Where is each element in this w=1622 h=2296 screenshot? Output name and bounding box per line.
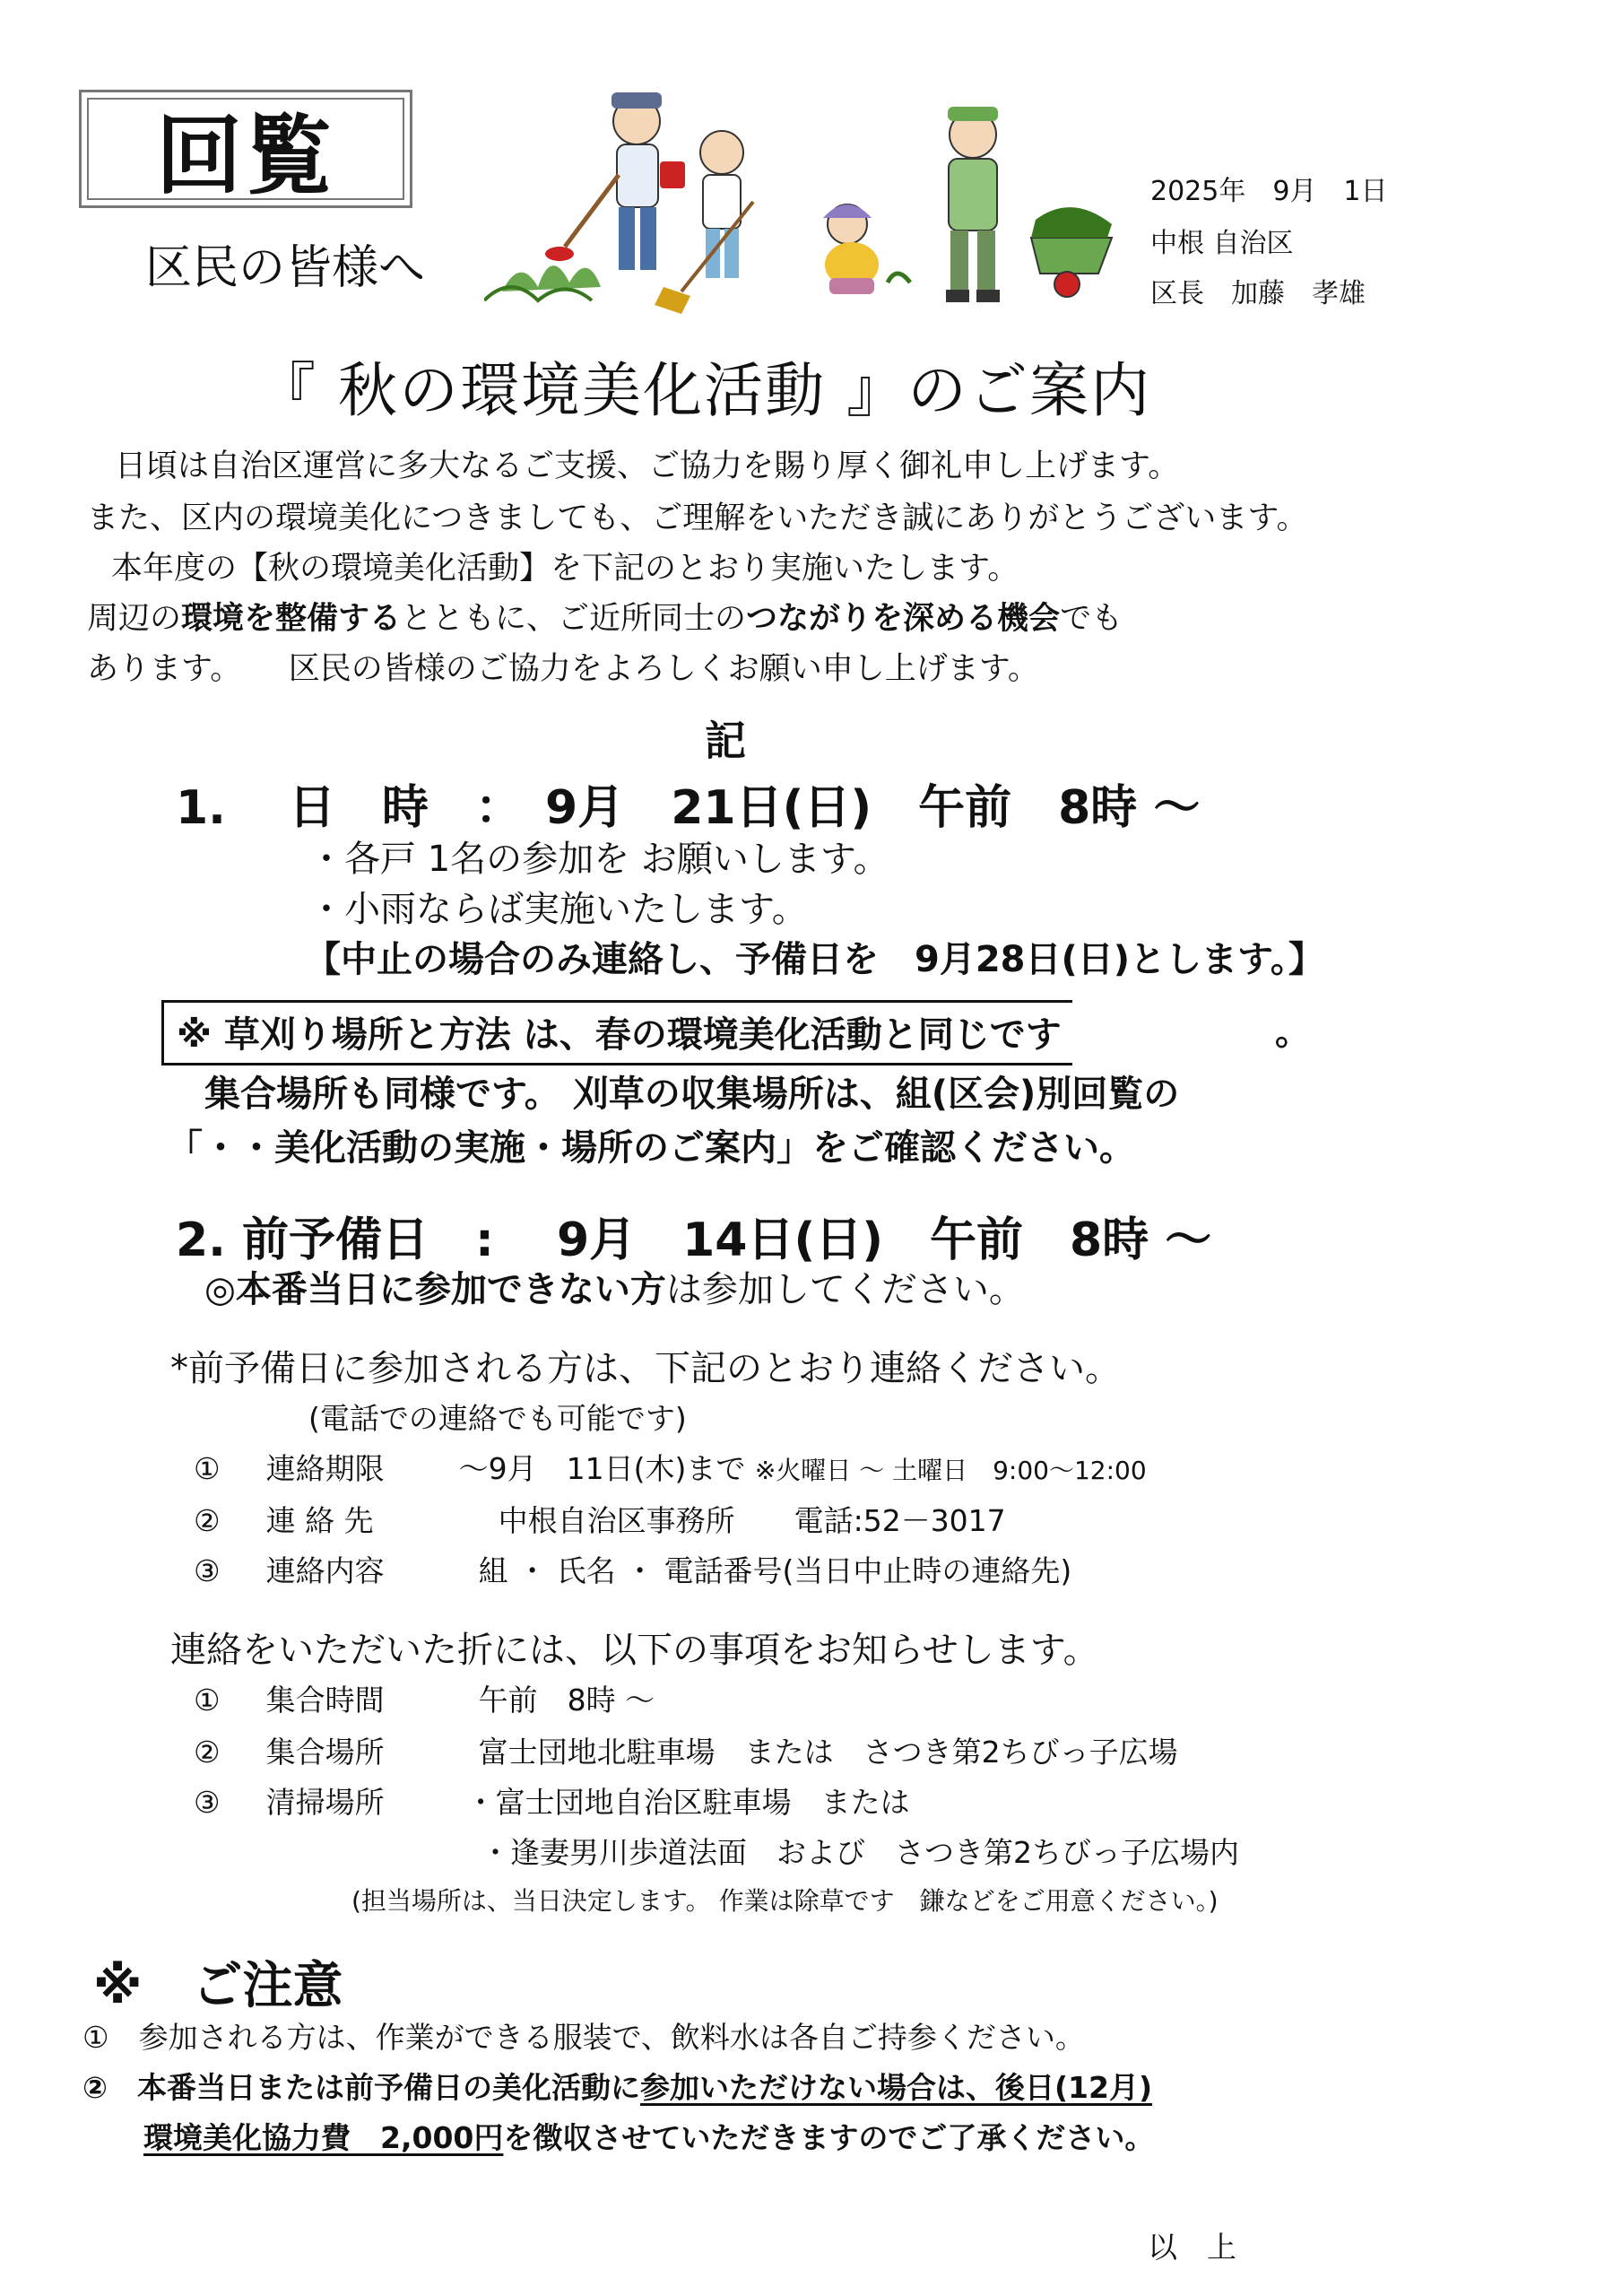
item1-note-line-3: 「・・美化活動の実施・場所のご案内」をご確認ください。 xyxy=(167,1127,1135,1169)
caution-item-2b: 参加いただけない場合は、後日(12月) xyxy=(639,2070,1153,2105)
cleaning-place-line-2: ・逢妻男川歩道法面 および さつき第2ちびっ子広場内 xyxy=(481,1835,1239,1870)
girl-crouching-icon xyxy=(823,204,910,294)
kairan-stamp xyxy=(79,90,412,208)
district-chief: 区長 加藤 孝雄 xyxy=(1150,278,1366,309)
inform-label: 清掃場所 xyxy=(265,1785,385,1820)
caution-heading: ※ ご注意 xyxy=(93,1957,343,2015)
intro-line-1: 日頃は自治区運営に多大なるご支援、ご協力を賜り厚く御礼申し上げます。 xyxy=(115,448,1180,484)
contact-num: ② xyxy=(194,1503,221,1538)
inform-num: ① xyxy=(194,1683,221,1718)
kairan-label: 回覧 xyxy=(87,98,404,200)
intro-emphasis-environment: 環境を整備する xyxy=(181,601,402,637)
intro-line-5: あります。 区民の皆様のご協力をよろしくお願い申し上げます。 xyxy=(87,651,1039,687)
item2-heading: 2. 前予備日 : 9月 14日(日) 午前 8時 ～ xyxy=(176,1213,1212,1267)
contact-row-1 xyxy=(194,1446,1147,1488)
inform-label: 集合時間 xyxy=(265,1683,385,1718)
contact-num: ① xyxy=(194,1451,221,1486)
boy-with-broom-icon xyxy=(655,131,753,314)
inform-value: 富士団地北駐車場 または さつき第2ちびっ子広場 xyxy=(478,1735,1178,1770)
contact-value: 中根自治区事務所 電話:52－3017 xyxy=(498,1503,1006,1538)
contact-label: 連絡内容 xyxy=(265,1553,385,1588)
intro-line-3: 本年度の【秋の環境美化活動】を下記のとおり実施いたします。 xyxy=(111,551,1019,587)
item1-boxed-note xyxy=(161,1000,1072,1065)
issue-date: 2025年 9月 1日 xyxy=(1150,176,1388,207)
inform-value: 午前 8時 ～ xyxy=(478,1683,655,1718)
wheelbarrow-icon xyxy=(1031,207,1112,297)
contact-value: ～9月 11日(木)まで xyxy=(458,1451,746,1486)
inform-value: ・富士団地自治区駐車場 または xyxy=(465,1785,910,1820)
item2-line-1-rest: は参加してください。 xyxy=(665,1269,1025,1310)
item1-note-tail: 。 xyxy=(1275,1012,1311,1053)
inform-intro: 連絡をいただいた折には、以下の事項をお知らせします。 xyxy=(170,1630,1099,1671)
inform-row-1 xyxy=(194,1677,655,1719)
contact-extra: ※火曜日 ～ 土曜日 9:00～12:00 xyxy=(754,1456,1147,1485)
caution-item-2 xyxy=(82,2065,1152,2107)
intro-line-4c: とともに、ご近所同士の xyxy=(401,601,747,637)
contact-num: ③ xyxy=(194,1553,221,1588)
contact-intro: *前予備日に参加される方は、下記のとおり連絡ください。 xyxy=(170,1348,1121,1389)
inform-num: ③ xyxy=(194,1785,221,1820)
volunteers-illustration xyxy=(484,85,1130,314)
caution-item-3 xyxy=(143,2115,1154,2157)
contact-note: (電話での連絡でも可能です) xyxy=(308,1401,687,1436)
greeting: 区民の皆様へ xyxy=(145,241,426,295)
man-with-cap-icon xyxy=(946,107,1000,302)
caution-fee: 環境美化協力費 2,000円 xyxy=(143,2120,504,2155)
item1-cancel-note: 【中止の場合のみ連絡し、予備日を 9月28日(日)とします。】 xyxy=(305,939,1324,980)
inform-num: ② xyxy=(194,1735,221,1770)
intro-line-4e: でも xyxy=(1060,601,1123,637)
contact-row-3 xyxy=(194,1548,1071,1590)
inform-row-2 xyxy=(194,1729,1178,1771)
contact-value: 組 ・ 氏名 ・ 電話番号(当日中止時の連絡先) xyxy=(478,1553,1072,1588)
intro-line-4 xyxy=(87,594,1123,639)
cleaning-footnote: (担当場所は、当日決定します。 作業は除草です 鎌などをご用意ください。) xyxy=(351,1886,1219,1916)
item2-line-1-emphasis: ◎本番当日に参加できない方 xyxy=(204,1269,666,1310)
contact-label: 連 絡 先 xyxy=(265,1503,374,1538)
closing: 以 上 xyxy=(1148,2230,1236,2265)
inform-row-3 xyxy=(194,1779,910,1822)
page-title: 『 秋の環境美化活動 』のご案内 xyxy=(256,356,1151,425)
organization: 中根 自治区 xyxy=(1150,228,1294,259)
item1-bullet-1: ・各戸 1名の参加を お願いします。 xyxy=(308,839,889,880)
intro-line-4a: 周辺の xyxy=(87,601,182,637)
caution-item-1: ① 参加される方は、作業ができる服装で、飲料水は各自ご持参ください。 xyxy=(82,2020,1085,2055)
grass-left-icon xyxy=(484,265,601,300)
inform-label: 集合場所 xyxy=(265,1735,385,1770)
item1-note-line-2: 集合場所も同様です。 刈草の収集場所は、組(区会)別回覧の xyxy=(204,1074,1180,1115)
intro-line-2: また、区内の環境美化につきましても、ご理解をいただき誠にありがとうございます。 xyxy=(87,500,1308,536)
item1-heading: 1. 日 時 ： 9月 21日(日) 午前 8時 ～ xyxy=(176,781,1201,835)
man-with-bag-icon xyxy=(545,92,685,270)
ki-heading: 記 xyxy=(705,717,746,765)
contact-label: 連絡期限 xyxy=(265,1451,385,1486)
item1-boxed-note-text: ※ 草刈り場所と方法 は、春の環境美化活動と同じです xyxy=(177,1014,1062,1056)
item2-line-1 xyxy=(204,1261,1025,1312)
item1-bullet-2: ・小雨ならば実施いたします。 xyxy=(308,889,808,930)
caution-item-2a: ② 本番当日または前予備日の美化活動に xyxy=(82,2070,640,2105)
caution-item-3b: を徴収させていただきますのでご了承ください。 xyxy=(503,2120,1155,2155)
intro-emphasis-connection: つながりを深める機会 xyxy=(746,601,1061,637)
contact-row-2 xyxy=(194,1498,1006,1540)
